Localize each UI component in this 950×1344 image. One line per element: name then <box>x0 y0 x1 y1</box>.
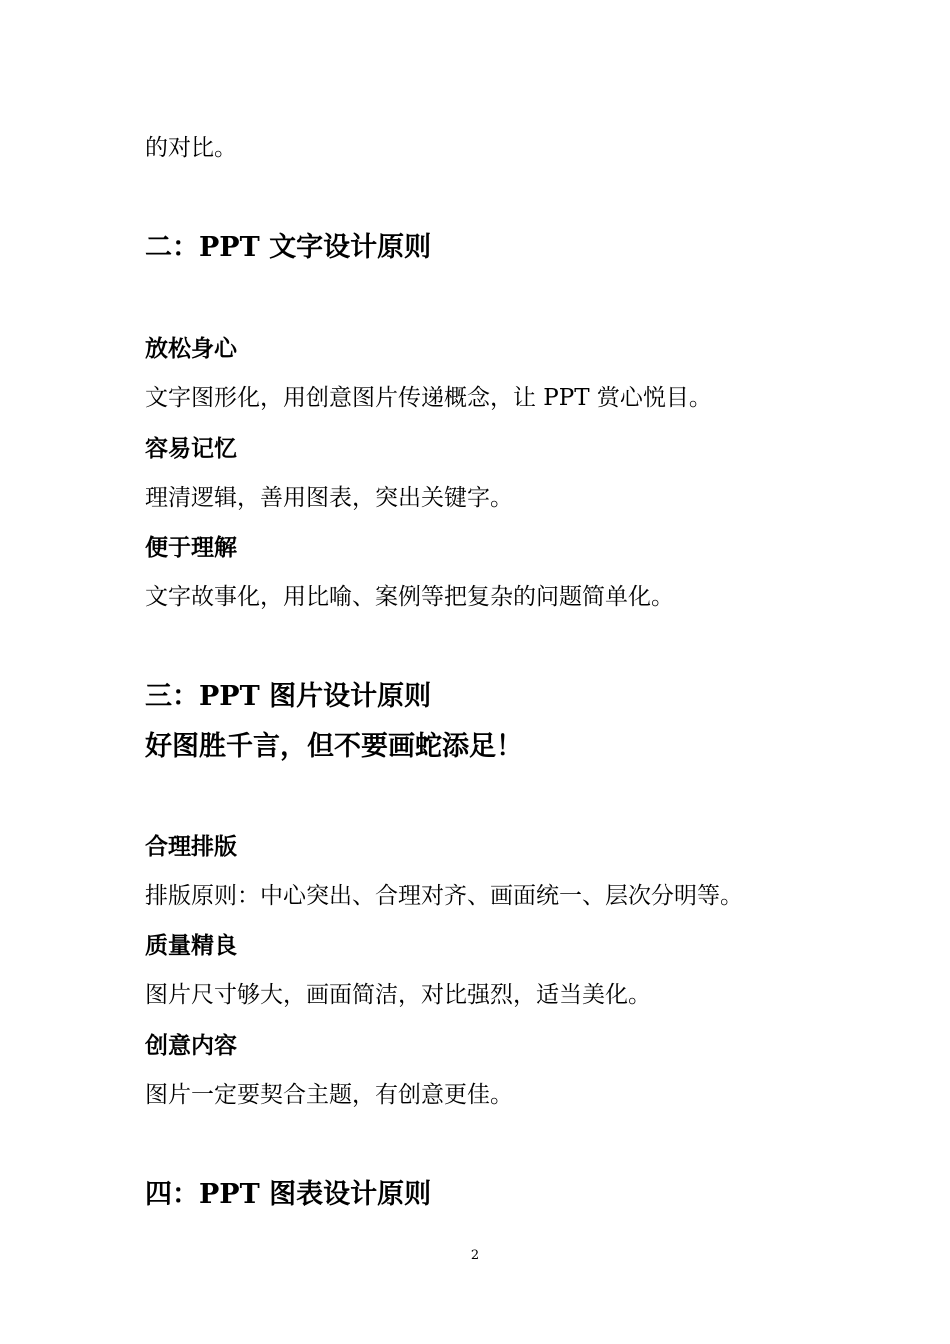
section-heading-chart-design: 四：PPT 图表设计原则 <box>145 1179 432 1210</box>
item-text-understandable: 文字故事化，用比喻、案例等把复杂的问题简单化。 <box>145 584 674 610</box>
section-heading-text-design: 二：PPT 文字设计原则 <box>145 232 432 263</box>
item-text-memorable: 理清逻辑，善用图表，突出关键字。 <box>145 485 513 511</box>
item-title-memorable: 容易记忆 <box>145 435 237 462</box>
item-text-relax: 文字图形化，用创意图片传递概念，让 PPT 赏心悦目。 <box>145 385 712 411</box>
continuation-text: 的对比。 <box>145 135 237 161</box>
page-number: 2 <box>470 1248 480 1263</box>
item-text-quality: 图片尺寸够大，画面简洁，对比强烈，适当美化。 <box>145 982 651 1008</box>
section-heading-image-design: 三：PPT 图片设计原则 <box>145 681 432 712</box>
item-title-relax: 放松身心 <box>145 335 237 362</box>
item-text-layout: 排版原则：中心突出、合理对齐、画面统一、层次分明等。 <box>145 883 743 909</box>
item-title-quality: 质量精良 <box>145 932 237 959</box>
item-title-understandable: 便于理解 <box>145 534 237 561</box>
item-title-layout: 合理排版 <box>145 833 237 860</box>
section-tagline-image-design: 好图胜千言，但不要画蛇添足！ <box>145 731 523 762</box>
item-title-creative: 创意内容 <box>145 1032 237 1059</box>
item-text-creative: 图片一定要契合主题，有创意更佳。 <box>145 1082 513 1108</box>
